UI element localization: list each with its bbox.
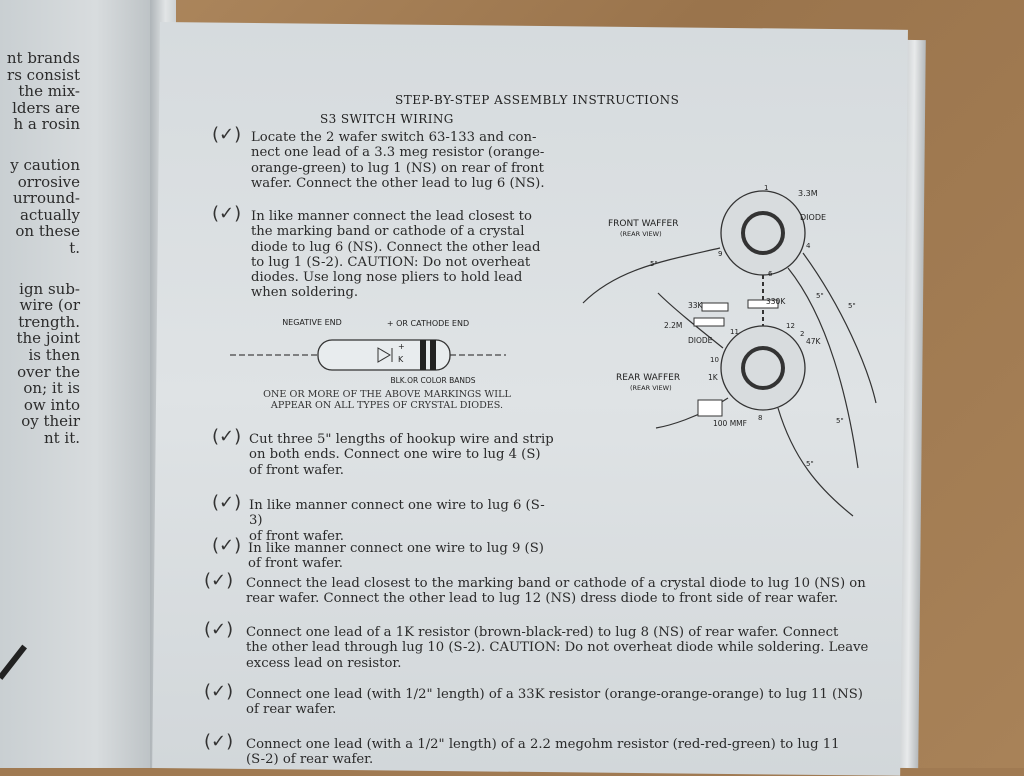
step-text: Connect one lead (with a 1/2" length) of a 2.2 megohm resistor (red-red-green) to lug 11 (S-2) of rear wafer. (246, 737, 840, 768)
step-2 (212, 203, 553, 301)
left-page-line: urround- (12, 189, 80, 208)
lug-label: 6 (768, 270, 773, 278)
step-text: Connect one lead of a 1K resistor (brown-black-red) to lug 8 (NS) of rear wafer. Connect the other lead through lug 10 (S-2). CAUTION: Do not overheat diode while soldering. Leave excess lead on resistor. (246, 625, 869, 671)
left-page-line: is then (28, 345, 80, 364)
step-1 (212, 124, 548, 191)
step-text: Connect one lead (with 1/2" length) of a 33K resistor (orange-orange-orange) to lug 11 (NS) of rear wafer. (246, 687, 863, 718)
left-page-line: nt it. (43, 428, 80, 447)
left-page-line: the joint (16, 329, 80, 348)
label-2-2m: 2.2M (664, 321, 683, 330)
lug-label: 10 (710, 356, 719, 364)
check-mark-icon: (✓) (212, 203, 242, 224)
left-page-line: nt brands (6, 49, 80, 67)
step-text: Cut three 5" lengths of hookup wire and strip on both ends. Connect one wire to lug 4 (S) of front wafer. (249, 432, 554, 478)
negative-end-label: NEGATIVE END (282, 318, 342, 327)
label-100mmf: 100 MMF (713, 419, 747, 428)
check-mark-icon: (✓) (204, 731, 234, 752)
resistor-33k (702, 303, 728, 311)
label-330k: 330K (766, 297, 786, 306)
rear-wafer (721, 326, 805, 410)
left-page (0, 0, 160, 768)
left-page-line: ign sub- (19, 279, 80, 298)
diode-band (430, 340, 436, 370)
step-text: In like manner connect one wire to lug 9 (S) of front wafer. (248, 541, 544, 572)
left-page-line (0, 133, 80, 157)
step-text: In like manner connect the lead closest to the marking band or cathode of a crystal diode to lug 6 (NS). Connect the other lead to lug 1 (S-2). CAUTION: Do not overheat diodes. Use long nose pliers to hold lead when soldering. (251, 209, 541, 301)
lug-label: 11 (730, 328, 739, 336)
label-length: 5" (848, 302, 856, 310)
check-mark-icon: (✓) (212, 426, 242, 447)
k-mark: K (398, 355, 404, 364)
left-page-line: orrosive (17, 172, 80, 191)
label-1k: 1K (708, 373, 718, 382)
step-4 (212, 492, 558, 544)
wire (803, 253, 876, 403)
lug-label: 1 (764, 184, 769, 192)
lug-label: 8 (758, 414, 763, 422)
diode-caption: ONE OR MORE OF THE ABOVE MARKINGS WILL APPEAR ON ALL TYPES OF CRYSTAL DIODES. (263, 389, 511, 411)
plus-mark: + (398, 342, 405, 351)
label-length: 5" (650, 260, 658, 268)
step-6 (204, 570, 890, 607)
section-title: S3 SWITCH WIRING (320, 112, 454, 126)
check-mark-icon: (✓) (204, 570, 234, 591)
left-page-line: ow into (23, 395, 80, 414)
left-page-line: on these (15, 222, 80, 241)
label-rear-wafer: REAR WAFFER (616, 373, 681, 383)
step-7 (204, 619, 890, 671)
step-8 (204, 681, 890, 718)
left-page-line: actually (19, 205, 80, 224)
label-3-3m: 3.3M (798, 189, 818, 198)
label-length: 5" (806, 460, 814, 468)
left-page-line (0, 257, 80, 281)
left-page-line: y caution (10, 155, 80, 174)
check-mark-icon: (✓) (204, 619, 234, 640)
lug-label: 4 (806, 242, 811, 250)
label-diode-front: DIODE (800, 213, 827, 222)
label-33k: 33K (688, 301, 703, 310)
page-header: STEP-BY-STEP ASSEMBLY INSTRUCTIONS (395, 93, 680, 107)
step-5 (212, 535, 558, 572)
left-page-line: trength. (18, 312, 80, 331)
left-page-line: wire (or (19, 296, 80, 315)
wire (583, 248, 723, 303)
step-text: Locate the 2 wafer switch 63-133 and con- nect one lead of a 3.3 meg resistor (orange- orange-green) to lug 1 (NS) on rear of front wafer. Connect the other lead to lug 6 (NS). (251, 130, 545, 191)
step-text: In like manner connect one wire to lug 6 (S-3) of front wafer. (249, 498, 545, 544)
wiring-diagram (578, 168, 878, 523)
left-page-line: rs consist (7, 65, 80, 84)
label-length: 5" (836, 417, 844, 425)
label-front-wafer: FRONT WAFFER (608, 219, 679, 229)
check-mark-icon: (✓) (212, 492, 242, 513)
diode-band (420, 340, 426, 370)
check-mark-icon: (✓) (204, 681, 234, 702)
label-diode-rear: DIODE (688, 336, 713, 345)
lug-label: 2 (800, 330, 805, 338)
left-page-line: h a rosin (13, 115, 80, 134)
step-9 (204, 731, 890, 768)
lug-label: 9 (718, 250, 723, 258)
check-mark-icon: (✓) (212, 535, 242, 556)
step-text: Connect the lead closest to the marking band or cathode of a crystal diode to lug 10 (NS) on rear wafer. Connect the other lead to lug 12 (NS) dress diode to front side of rear wafer. (246, 576, 866, 607)
label-47k: 47K (806, 337, 821, 346)
resistor-2-2m (694, 318, 724, 326)
bands-label: BLK.OR COLOR BANDS (390, 376, 476, 385)
label-front-rear-view: (REAR VIEW) (620, 230, 662, 238)
label-length: 5" (816, 292, 824, 300)
step-3 (212, 426, 558, 478)
front-wafer (721, 191, 805, 275)
left-page-line: the mix- (18, 82, 80, 101)
left-page-line: t. (69, 238, 80, 257)
lug-label: 12 (786, 322, 795, 330)
left-page-line: oy their (21, 412, 80, 431)
left-page-line: on; it is (23, 379, 80, 398)
cathode-end-label: + OR CATHODE END (386, 319, 470, 328)
label-rear-rear-view: (REAR VIEW) (630, 384, 672, 392)
left-page-text (0, 50, 160, 446)
capacitor-100mmf (698, 400, 722, 416)
left-page-line: over the (17, 362, 80, 381)
left-page-line: lders are (12, 98, 80, 117)
check-mark-icon: (✓) (212, 124, 242, 145)
